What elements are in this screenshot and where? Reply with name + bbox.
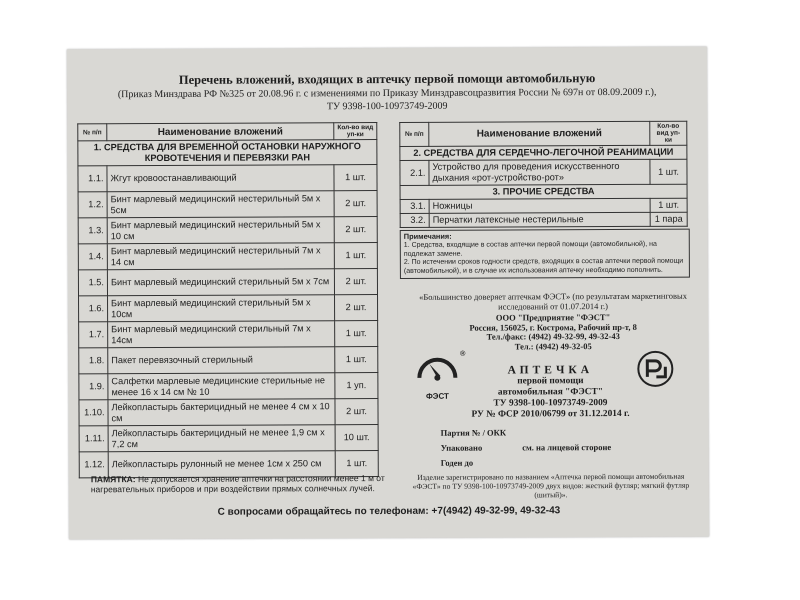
contact-phones: С вопросами обращайтесь по телефонам: +7(4942) 49-32-99, 49-32-43 <box>217 505 561 518</box>
packed-note: см. на лицевой стороне <box>522 442 612 453</box>
row-qty: 1 шт. <box>334 165 377 191</box>
row-name: Пакет перевязочный стерильный <box>108 347 335 374</box>
row-name: Устройство для проведения искусственного дыхания «рот-устройство-рот» <box>429 159 650 185</box>
table-row <box>78 165 377 192</box>
col-num-header: № п/п <box>78 124 107 141</box>
row-name: Салфетки марлевые медицинские стерильные не менее 16 х 14 см № 10 <box>108 373 335 400</box>
memo-block <box>91 473 391 494</box>
row-num: 1.4. <box>78 244 107 270</box>
row-qty: 2 шт. <box>334 269 377 295</box>
row-qty: 1 шт. <box>335 347 378 373</box>
row-name: Лейкопластырь бактерицидный не менее 1,9 см х 7,2 см <box>108 425 335 452</box>
row-num: 1.10. <box>79 400 108 426</box>
table-row <box>400 198 687 213</box>
note-1: 1. Средства, входящие в состав аптечки первой помощи (автомобильной), на подлежат замене. <box>403 241 657 258</box>
right-contents-table <box>399 121 687 228</box>
row-name: Ножницы <box>429 198 650 213</box>
memo-text: Не допускается хранение аптечки на расстоянии менее 1 м от нагревательных приборов и при воздействии прямых солнечных лучей. <box>90 473 385 495</box>
section-1-title: 1. СРЕДСТВА ДЛЯ ВРЕМЕННОЙ ОСТАНОВКИ НАРУЖНОГО КРОВОТЕЧЕНИЯ И ПЕРЕВЯЗКИ РАН <box>78 140 377 166</box>
product-line2: автомобильная "ФЭСТ" <box>497 387 604 398</box>
valid-until-field: Годен до <box>440 457 474 468</box>
row-name: Бинт марлевый медицинский стерильный 5м х 10см <box>108 295 335 322</box>
table-row <box>78 269 377 296</box>
row-qty: 1 шт. <box>335 321 378 347</box>
memo-label: ПАМЯТКА: <box>90 474 136 485</box>
table-row <box>400 212 687 227</box>
row-num: 1.5. <box>78 270 107 296</box>
row-name: Перчатки латексные нестерильные <box>429 212 650 227</box>
table-row <box>79 295 378 322</box>
packed-field <box>441 440 612 456</box>
table-row <box>79 321 378 348</box>
row-num: 2.1. <box>400 160 429 185</box>
row-name: Жгут кровоостанавливающий <box>107 165 334 192</box>
table-row <box>400 159 687 185</box>
page-subtitle: (Приказ Минздрава РФ №325 от 20.08.96 г. с изменениями по Приказу Минздравсоцразвития России № 697н от 08.09.2009 г.), <box>117 86 657 101</box>
row-qty: 10 шт. <box>335 425 378 451</box>
table-row <box>79 347 378 374</box>
notes-title: Примечания: <box>403 231 452 241</box>
row-num: 1.3. <box>78 218 107 244</box>
product-line1: первой помощи <box>517 376 584 387</box>
col-name-header: Наименование вложений <box>429 121 650 146</box>
note-2: 2. По истечении сроков годности средств, входящих в состав аптечки первой помощи (автомобильной), и в случае их использования аптечку необходимо пополнить. <box>403 257 684 275</box>
page-title: Перечень вложений, входящих в аптечку первой помощи автомобильную <box>178 71 596 87</box>
row-qty: 2 шт. <box>335 295 378 321</box>
batch-field: Партия № / ОКК <box>440 427 507 438</box>
table-header <box>78 123 377 141</box>
row-name: Бинт марлевый медицинский стерильный 5м х 7см <box>107 269 334 296</box>
section-header <box>78 140 377 166</box>
table-row <box>79 399 378 426</box>
company-tel: Тел.: (4942) 49-32-05 <box>514 340 592 352</box>
product-name: АПТЕЧКА <box>507 364 594 377</box>
row-num: 1.9. <box>79 374 108 400</box>
notes-box <box>400 229 690 279</box>
section-2-title: 2. СРЕДСТВА ДЛЯ СЕРДЕЧНО-ЛЕГОЧНОЙ РЕАНИМАЦИИ <box>400 145 687 160</box>
registration-note: Изделие зарегистрировано по названием «Аптечка первой помощи автомобильная «ФЭСТ» по ТУ 9398-100-10973749-2009 двух видов: жесткий футляр; мягкий футляр (шитый)». <box>412 471 690 500</box>
row-num: 1.11. <box>79 426 108 452</box>
row-name: Бинт марлевый медицинский нестерильный 5м х 5см <box>107 191 334 218</box>
batch-fields <box>441 425 612 471</box>
section-header <box>400 184 687 199</box>
product-ru: РУ № ФСР 2010/06799 от 31.12.2014 г. <box>471 408 630 420</box>
row-qty: 2 шт. <box>334 191 377 217</box>
certification-logo <box>636 350 674 392</box>
fest-logo-text: ФЭСТ <box>425 391 449 401</box>
row-qty: 2 шт. <box>334 217 377 243</box>
col-qty-header: Кол-во вид уп-ки <box>650 121 687 145</box>
row-name: Лейкопластырь бактерицидный не менее 4 см х 10 см <box>108 399 335 426</box>
row-num: 1.1. <box>78 166 107 192</box>
row-qty: 1 уп. <box>335 373 378 399</box>
row-qty: 1 шт. <box>650 198 687 212</box>
section-3-title: 3. ПРОЧИЕ СРЕДСТВА <box>400 184 687 199</box>
row-name: Бинт марлевый медицинский нестерильный 7м х 14 см <box>107 243 334 270</box>
manufacturer-block <box>428 313 678 352</box>
left-contents-table <box>77 122 379 478</box>
row-name: Лейкопластырь рулонный не менее 1см х 250 см <box>108 451 335 478</box>
table-row <box>78 243 377 270</box>
page-subtitle-tu: ТУ 9398-100-10973749-2009 <box>326 100 448 113</box>
col-num-header: № п/п <box>400 122 429 146</box>
row-num: 3.1. <box>400 199 429 213</box>
col-name-header: Наименование вложений <box>107 123 334 141</box>
table-row <box>79 425 378 452</box>
row-num: 1.7. <box>79 322 108 348</box>
row-name: Бинт марлевый медицинский нестерильный 5м х 10 см <box>107 217 334 244</box>
table-row <box>78 191 377 218</box>
row-qty: 2 шт. <box>335 399 378 425</box>
table-row <box>79 373 378 400</box>
company-name: ООО "Предприятие "ФЭСТ" <box>495 312 611 323</box>
company-address: Россия, 156025, г. Кострома, Рабочий пр-т, 8 <box>469 321 637 333</box>
row-qty: 1 шт. <box>650 159 687 184</box>
row-num: 1.6. <box>79 296 108 322</box>
row-qty: 1 шт. <box>334 243 377 269</box>
row-num: 1.8. <box>79 348 108 374</box>
row-name: Бинт марлевый медицинский стерильный 7м х 14см <box>108 321 335 348</box>
row-num: 1.2. <box>78 192 107 218</box>
table-row <box>78 217 377 244</box>
row-qty: 1 шт. <box>335 451 378 477</box>
product-block <box>440 365 660 421</box>
rst-certification-icon <box>636 350 674 388</box>
trust-statement: «Большинство доверяет аптечкам ФЭСТ» (по результатам маркетинговых исследований от 01.07.2014 г.) <box>419 290 687 312</box>
table-header <box>400 121 687 146</box>
col-qty-header: Кол-во вид уп-ки <box>334 123 377 140</box>
insert-sheet <box>67 47 709 540</box>
product-tu: ТУ 9398-100-10973749-2009 <box>493 398 608 409</box>
row-num: 3.2. <box>400 213 429 227</box>
row-num: 1.12. <box>79 452 108 478</box>
company-telfax: Тел./факс: (4942) 49-32-99, 49-32-43 <box>486 331 620 342</box>
section-header <box>400 145 687 160</box>
packed-label: Упаковано <box>440 442 483 453</box>
svg-text:®: ® <box>459 349 467 358</box>
row-qty: 1 пара <box>650 212 687 226</box>
